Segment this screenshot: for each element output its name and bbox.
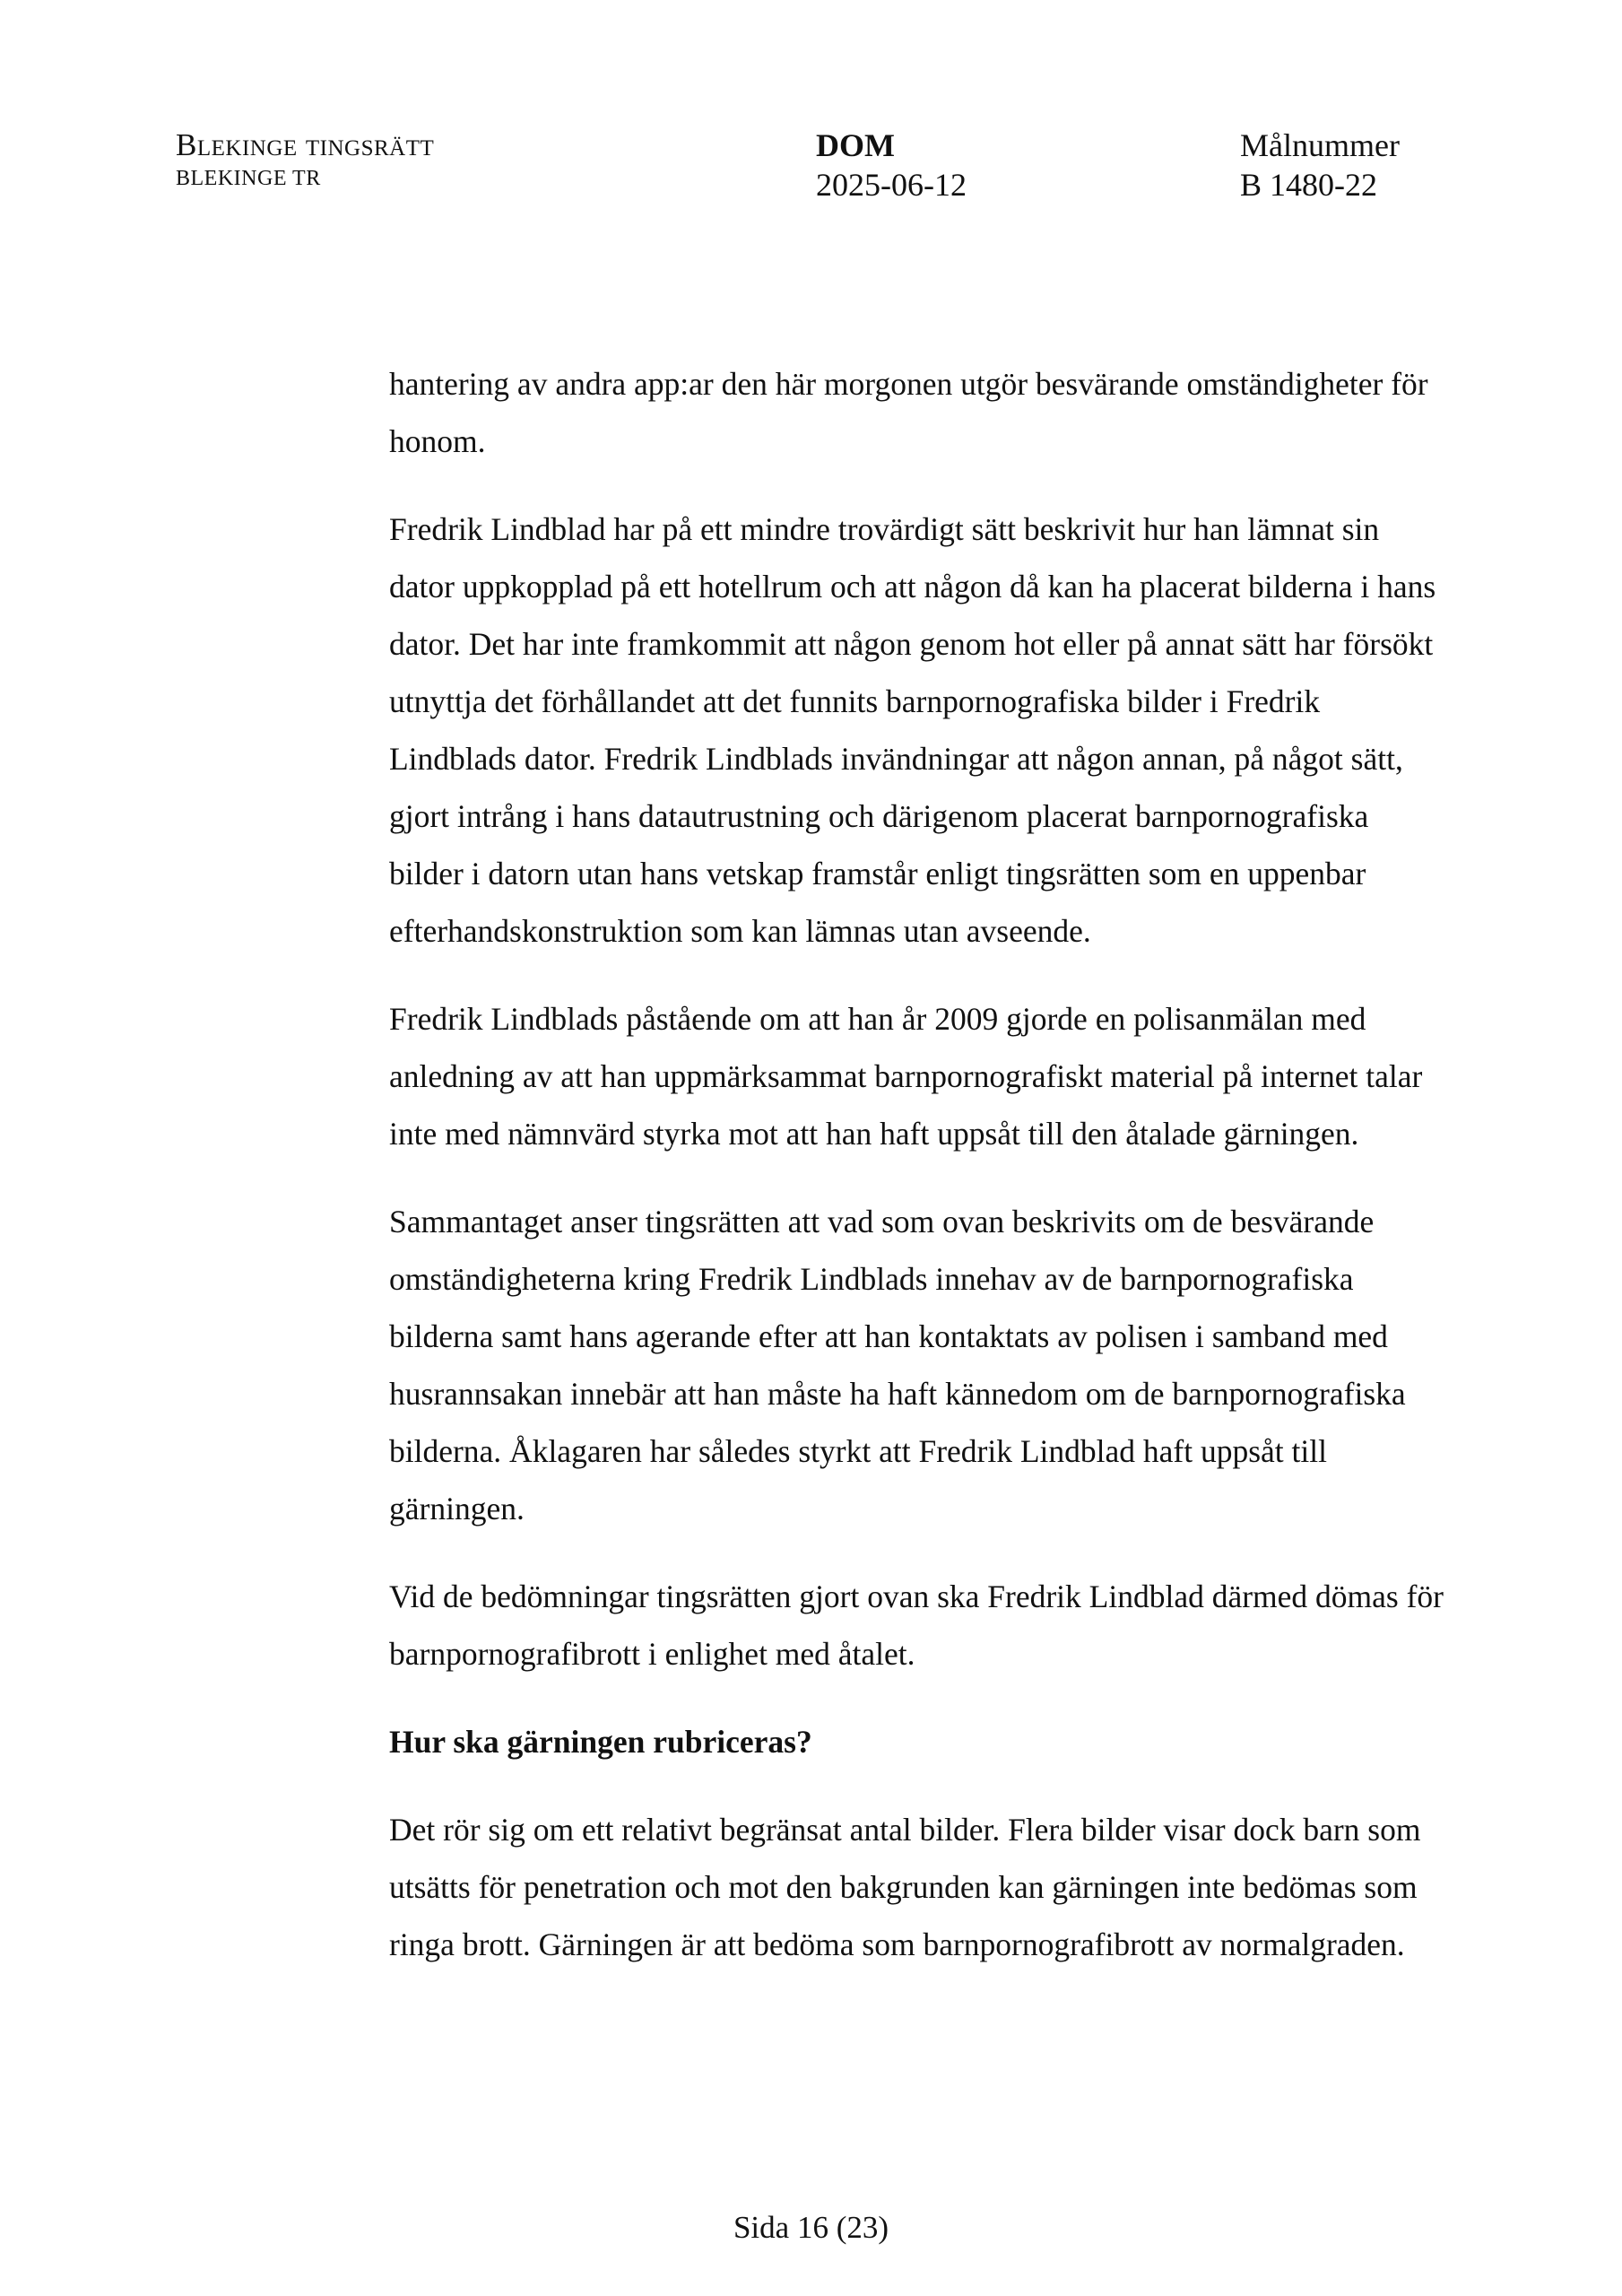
- court-name: Blekinge tingsrätt: [176, 127, 435, 162]
- paragraph: Fredrik Lindblad har på ett mindre trovärdigt sätt beskrivit hur han lämnat sin dator uppkopplad på ett hotellrum och att någon då kan ha placerat bilderna i hans dator. Det har inte framkommit att någon genom hot eller på annat sätt har försökt utnyttja det förhållandet att det funnits barnpornografiska bilder i Fredrik Lindblads dator. Fredrik Lindblads invändningar att någon annan, på något sätt, gjort intrång i hans datautrustning och därigenom placerat barnpornografiska bilder i datorn utan hans vetskap framstår enligt tingsrätten som en uppenbar efterhandskonstruktion som kan lämnas utan avseende.: [389, 511, 1436, 949]
- court-short-name: BLEKINGE TR: [176, 167, 321, 190]
- case-number-block: [1240, 126, 1400, 204]
- document-type-block: [816, 126, 967, 204]
- paragraph: Det rör sig om ett relativt begränsat antal bilder. Flera bilder visar dock barn som utsätts för penetration och mot den bakgrunden kan gärningen inte bedömas som ringa brott. Gärningen är att bedöma som barnpornografibrott av normalgraden.: [389, 1812, 1421, 1962]
- document-date: 2025-06-12: [816, 167, 967, 203]
- document-type: DOM: [816, 127, 895, 163]
- page-number: Sida 16 (23): [733, 2210, 889, 2245]
- court-block: [176, 126, 434, 192]
- case-number-label: Målnummer: [1240, 127, 1400, 163]
- paragraph: Fredrik Lindblads påstående om att han år 2009 gjorde en polisanmälan med anledning av att han uppmärksammat barnpornografiskt material på internet talar inte med nämnvärd styrka mot att han haft uppsåt till den åtalade gärningen.: [389, 1001, 1423, 1152]
- section-heading: Hur ska gärningen rubriceras?: [389, 1724, 812, 1760]
- paragraph: Vid de bedömningar tingsrätten gjort ovan ska Fredrik Lindblad därmed dömas för barnpornografibrott i enlighet med åtalet.: [389, 1578, 1444, 1672]
- paragraph: hantering av andra app:ar den här morgonen utgör besvärande omständigheter för honom.: [389, 366, 1428, 459]
- document-header: [0, 126, 1622, 224]
- paragraph: Sammantaget anser tingsrätten att vad som ovan beskrivits om de besvärande omständigheterna kring Fredrik Lindblads innehav av de barnpornografiska bilderna samt hans agerande efter att han kontaktats av polisen i samband med husrannsakan innebär att han måste ha haft kännedom om de barnpornografiska bilderna. Åklagaren har således styrkt att Fredrik Lindblad haft uppsåt till gärningen.: [389, 1204, 1406, 1526]
- case-number: B 1480-22: [1240, 167, 1377, 203]
- document-body: [389, 355, 1447, 2004]
